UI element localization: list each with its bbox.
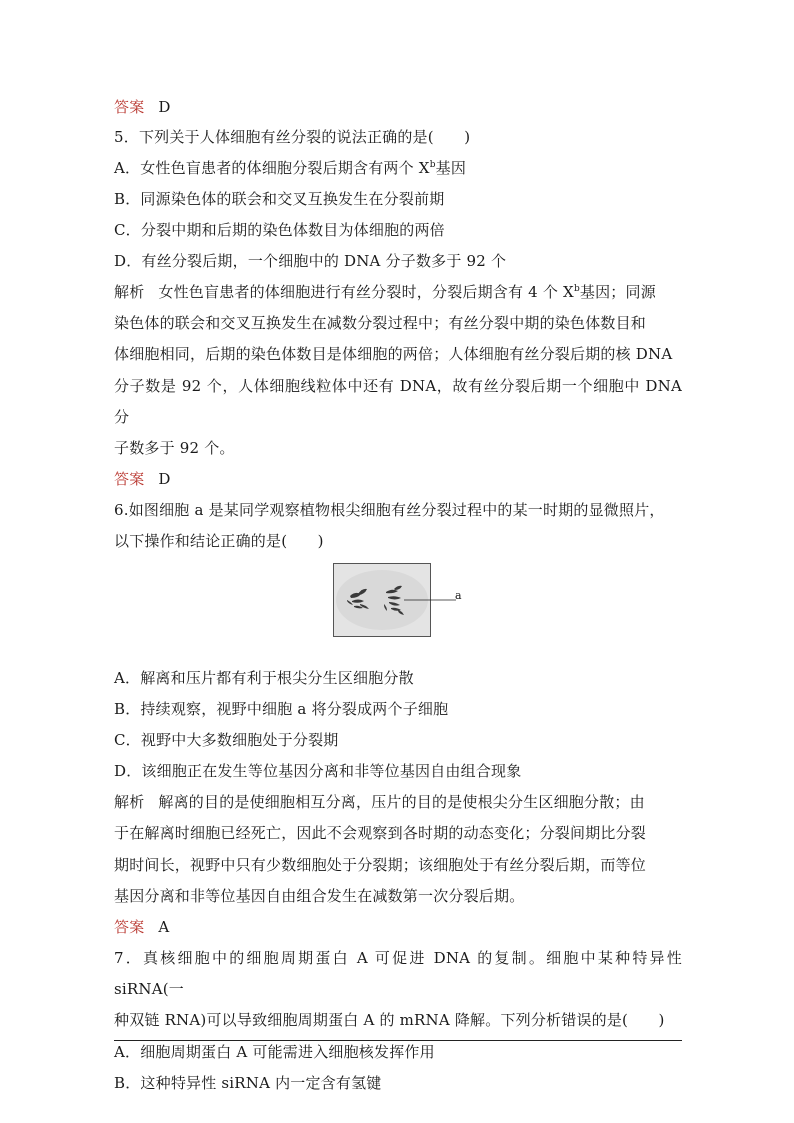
q5-analysis-line-1: 女性色盲患者的体细胞进行有丝分裂时，分裂后期含有 4 个 X [158,283,574,301]
q5-analysis [114,277,682,464]
q6-option-d: D．该细胞正在发生等位基因分离和非等位基因自由组合现象 [114,762,522,781]
q6-analysis-line-4: 基因分离和非等位基因自由组合发生在减数第一次分裂后期。 [114,886,525,905]
q6-stem-line-2: 以下操作和结论正确的是( ) [114,532,324,551]
answer-label: 答案 [114,98,145,116]
q5-answer-line [114,464,682,495]
q5-analysis-line-5: 子数多于 92 个。 [114,439,235,458]
footer-divider [114,1040,682,1041]
q6-figure [114,563,682,657]
q5-analysis-sup: b [573,284,580,294]
q5-option-a-sup: b [429,160,436,170]
q5-analysis-line-3: 体细胞相同，后期的染色体数目是体细胞的两倍；人体细胞有丝分裂后期的核 DNA [114,345,673,364]
q7-option-b: B．这种特异性 siRNA 内一定含有氢键 [114,1073,382,1092]
q5-option-d: D．有丝分裂后期，一个细胞中的 DNA 分子数多于 92 个 [114,252,507,270]
q6-option-b: B．持续观察，视野中细胞 a 将分裂成两个子细胞 [114,700,449,719]
q5-analysis-line-4: 分子数是 92 个，人体细胞线粒体中还有 DNA，故有丝分裂后期一个细胞中 DNA 分 [114,376,682,426]
q6-analysis-line-3: 期时间长，视野中只有少数细胞处于分裂期；该细胞处于有丝分裂后期，而等位 [114,855,647,874]
answer-label: 答案 [114,470,145,489]
q7-option-a: A．细胞周期蛋白 A 可能需进入细胞核发挥作用 [114,1042,435,1061]
answer-label: 答案 [114,918,145,937]
q5-option-a [114,153,682,184]
analysis-label: 解析 [114,283,145,301]
q6-option-c: C．视野中大多数细胞处于分裂期 [114,731,339,750]
q5-option-c: C．分裂中期和后期的染色体数目为体细胞的两倍 [114,221,445,239]
q6-analysis-line-1: 解离的目的是使细胞相互分离，压片的目的是使根尖分生区细胞分散；由 [158,793,645,812]
answer-value: D [158,98,171,116]
q4-answer-line [114,92,682,123]
analysis-label: 解析 [114,793,145,812]
q7-stem-line-2: 种双链 RNA)可以导致细胞周期蛋白 A 的 mRNA 降解。下列分析错误的是( ) [114,1011,665,1030]
leader-line [404,599,456,601]
q5-analysis-line-2: 染色体的联会和交叉互换发生在减数分裂过程中；有丝分裂中期的染色体数目和 [114,314,647,333]
q6-option-a: A．解离和压片都有利于根尖分生区细胞分散 [114,669,414,688]
answer-value: A [158,918,170,937]
q7-stem-line-1: 7．真核细胞中的细胞周期蛋白 A 可促进 DNA 的复制。细胞中某种特异性 siRNA(一 [114,949,682,999]
q5-option-b: B．同源染色体的联会和交叉互换发生在分裂前期 [114,190,445,208]
q5-analysis-line-1-tail: 基因；同源 [579,283,656,301]
q7-stem [114,943,682,1037]
figure-label-a: a [455,589,462,603]
q6-answer-line [114,912,682,943]
q6-stem-line-1: 6.如图细胞 a 是某同学观察植物根尖细胞有丝分裂过程中的某一时期的显微照片， [114,501,665,520]
q5-stem: 5．下列关于人体细胞有丝分裂的说法正确的是( ) [114,128,471,146]
q5-option-a-tail: 基因 [435,159,467,177]
q6-analysis [114,787,682,912]
q5-option-a-text: A．女性色盲患者的体细胞分裂后期含有两个 X [114,159,430,177]
q6-analysis-line-2: 于在解离时细胞已经死亡，因此不会观察到各时期的动态变化；分裂间期比分裂 [114,824,647,843]
document-page [114,92,682,1099]
answer-value: D [158,470,171,489]
